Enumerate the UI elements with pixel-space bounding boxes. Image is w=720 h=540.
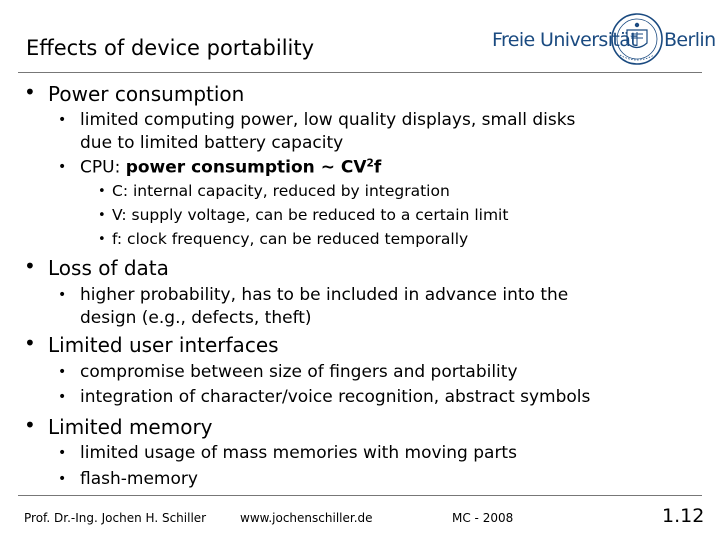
logo-left-text: Freie Universität <box>492 29 638 51</box>
loss-item1-line1: higher probability, has to be included in advance into the <box>80 285 569 305</box>
power-item2-prefix: CPU: <box>80 157 126 178</box>
bullet-icon: • <box>24 413 36 437</box>
bullet-icon: • <box>58 389 67 405</box>
bullet-icon: • <box>98 232 106 247</box>
ui-item2: integration of character/voice recognition, abstract symbols <box>80 387 591 407</box>
bullet-icon: • <box>24 331 36 355</box>
bullet-icon: • <box>58 287 67 303</box>
bullet-icon: • <box>24 80 36 104</box>
ui-item1: compromise between size of fingers and portability <box>80 362 518 382</box>
slide-title: Effects of device portability <box>26 36 315 60</box>
bullet-icon: • <box>24 254 36 278</box>
bullet-icon: • <box>58 159 67 175</box>
page-number: 1.12 <box>662 505 705 527</box>
fu-berlin-seal-icon <box>610 10 664 68</box>
header-divider <box>18 72 702 73</box>
heading-limited-user-interfaces: Limited user interfaces <box>48 333 279 357</box>
footer-course: MC - 2008 <box>452 511 514 525</box>
footer-author: Prof. Dr.-Ing. Jochen H. Schiller <box>24 511 207 525</box>
power-sub1: C: internal capacity, reduced by integration <box>112 182 450 200</box>
logo-right-text: Berlin <box>664 29 716 51</box>
memory-item2: flash-memory <box>80 469 198 489</box>
footer-divider <box>18 495 702 496</box>
bullet-icon: • <box>98 184 106 199</box>
power-formula: power consumption ~ CV <box>125 157 367 178</box>
bullet-icon: • <box>58 445 67 461</box>
footer-website: www.jochenschiller.de <box>240 511 373 525</box>
bullet-icon: • <box>98 208 106 223</box>
power-item1-line2: due to limited battery capacity <box>80 133 344 153</box>
memory-item1: limited usage of mass memories with moving parts <box>80 443 517 463</box>
power-item1-line1: limited computing power, low quality displays, small disks <box>80 110 576 130</box>
power-formula-exponent: 2 <box>366 157 374 169</box>
bullet-icon: • <box>58 112 67 128</box>
power-sub2: V: supply voltage, can be reduced to a certain limit <box>112 206 509 224</box>
bullet-icon: • <box>58 471 67 487</box>
power-formula-end: f <box>373 157 382 178</box>
heading-power-consumption: Power consumption <box>48 82 245 106</box>
heading-limited-memory: Limited memory <box>48 415 213 439</box>
bullet-icon: • <box>58 364 67 380</box>
heading-loss-of-data: Loss of data <box>48 256 169 280</box>
fu-berlin-logo <box>492 10 716 68</box>
power-sub3: f: clock frequency, can be reduced temporally <box>112 230 469 248</box>
power-item2 <box>80 157 381 178</box>
loss-item1-line2: design (e.g., defects, theft) <box>80 308 312 328</box>
